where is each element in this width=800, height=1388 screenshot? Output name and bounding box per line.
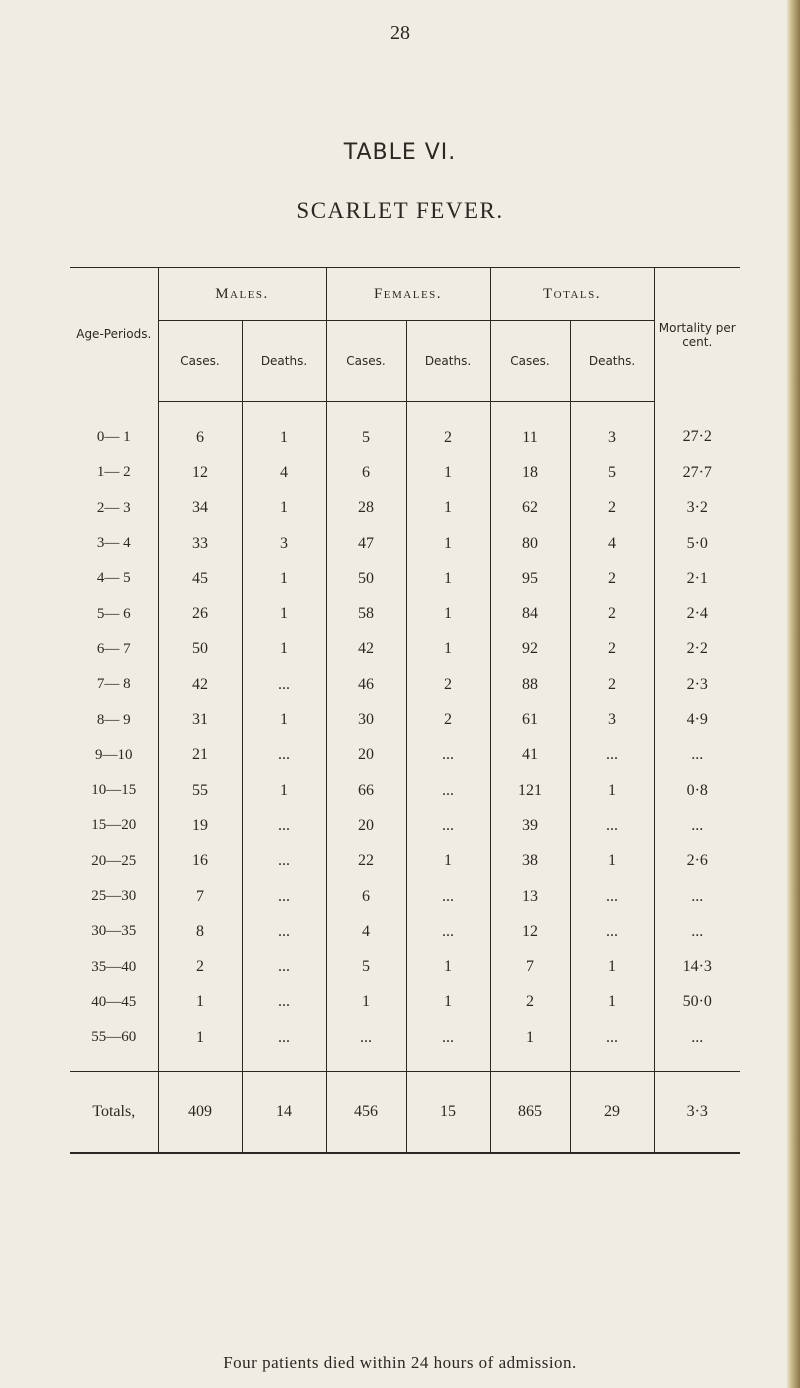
table-row bbox=[70, 455, 740, 490]
totals-cases-cell: 38 bbox=[490, 844, 570, 879]
females-deaths-cell: 1 bbox=[406, 596, 490, 631]
males-deaths-cell: 1 bbox=[242, 491, 326, 526]
totals-cases-cell: 84 bbox=[490, 596, 570, 631]
mortality-cell: ... bbox=[654, 808, 740, 843]
males-deaths-cell: 3 bbox=[242, 526, 326, 561]
females-cases-cell: 1 bbox=[326, 985, 406, 1020]
females-cases-cell: 6 bbox=[326, 455, 406, 490]
table-row bbox=[70, 844, 740, 879]
totals-deaths-cell: 1 bbox=[570, 949, 654, 984]
totals-mortality: 3·3 bbox=[654, 1072, 740, 1154]
page-edge bbox=[786, 0, 800, 1388]
totals-deaths-cell: ... bbox=[570, 914, 654, 949]
totals-all-cases: 865 bbox=[490, 1072, 570, 1154]
mortality-cell: ... bbox=[654, 738, 740, 773]
males-cases-cell: 8 bbox=[158, 914, 242, 949]
mortality-cell: 50·0 bbox=[654, 985, 740, 1020]
males-deaths-cell: ... bbox=[242, 738, 326, 773]
males-deaths-cell: ... bbox=[242, 808, 326, 843]
females-deaths-cell: 2 bbox=[406, 667, 490, 702]
totals-deaths-cell: ... bbox=[570, 1020, 654, 1072]
females-deaths-cell: 1 bbox=[406, 844, 490, 879]
males-cases-cell: 50 bbox=[158, 632, 242, 667]
totals-cases-cell: 13 bbox=[490, 879, 570, 914]
totals-cases-cell: 92 bbox=[490, 632, 570, 667]
totals-deaths-cell: 2 bbox=[570, 596, 654, 631]
females-cases-cell: 22 bbox=[326, 844, 406, 879]
females-cases-cell: 47 bbox=[326, 526, 406, 561]
mortality-cell: 2·2 bbox=[654, 632, 740, 667]
mortality-cell: 5·0 bbox=[654, 526, 740, 561]
age-periods-header: Age-Periods. bbox=[70, 268, 158, 402]
age-cell: 8— 9 bbox=[96, 711, 131, 728]
table-subtitle: SCARLET FEVER. bbox=[296, 198, 504, 223]
totals-deaths-cell: ... bbox=[570, 879, 654, 914]
totals-deaths-cell: 3 bbox=[570, 702, 654, 737]
males-cases-cell: 16 bbox=[158, 844, 242, 879]
table-row bbox=[70, 808, 740, 843]
males-deaths-cell: 1 bbox=[242, 561, 326, 596]
males-cases-cell: 19 bbox=[158, 808, 242, 843]
males-deaths-cell: 1 bbox=[242, 402, 326, 456]
totals-cases-cell: 62 bbox=[490, 491, 570, 526]
females-cases-header: Cases. bbox=[326, 321, 406, 402]
age-cell: 5— 6 bbox=[96, 605, 131, 622]
totals-cases-cell: 39 bbox=[490, 808, 570, 843]
totals-cases-cell: 121 bbox=[490, 773, 570, 808]
age-cell: 9—10 bbox=[95, 746, 133, 763]
scarlet-fever-table bbox=[70, 267, 740, 1154]
footnote: Four patients died within 24 hours of admission. bbox=[223, 1353, 577, 1372]
mortality-cell: 2·3 bbox=[654, 667, 740, 702]
males-cases-cell: 31 bbox=[158, 702, 242, 737]
totals-cases-cell: 80 bbox=[490, 526, 570, 561]
table-row bbox=[70, 702, 740, 737]
totals-cases-cell: 18 bbox=[490, 455, 570, 490]
males-header: Males. bbox=[158, 268, 326, 321]
males-cases-cell: 34 bbox=[158, 491, 242, 526]
females-deaths-cell: ... bbox=[406, 1020, 490, 1072]
table-row bbox=[70, 949, 740, 984]
females-deaths-cell: 1 bbox=[406, 949, 490, 984]
females-cases-cell: 5 bbox=[326, 949, 406, 984]
totals-males-cases: 409 bbox=[158, 1072, 242, 1154]
males-deaths-header: Deaths. bbox=[242, 321, 326, 402]
table-row bbox=[70, 1020, 740, 1072]
totals-deaths-cell: 5 bbox=[570, 455, 654, 490]
totals-header: Totals. bbox=[490, 268, 654, 321]
mortality-cell: 3·2 bbox=[654, 491, 740, 526]
page-number: 28 bbox=[390, 22, 410, 44]
males-cases-cell: 21 bbox=[158, 738, 242, 773]
totals-cases-cell: 88 bbox=[490, 667, 570, 702]
males-deaths-cell: ... bbox=[242, 667, 326, 702]
males-cases-cell: 7 bbox=[158, 879, 242, 914]
table-row bbox=[70, 879, 740, 914]
males-deaths-cell: 1 bbox=[242, 773, 326, 808]
males-deaths-cell: 1 bbox=[242, 702, 326, 737]
totals-cases-cell: 61 bbox=[490, 702, 570, 737]
females-cases-cell: 66 bbox=[326, 773, 406, 808]
females-deaths-cell: ... bbox=[406, 738, 490, 773]
females-cases-cell: 20 bbox=[326, 738, 406, 773]
totals-deaths-cell: ... bbox=[570, 738, 654, 773]
males-cases-cell: 1 bbox=[158, 1020, 242, 1072]
males-cases-cell: 33 bbox=[158, 526, 242, 561]
females-deaths-cell: 1 bbox=[406, 491, 490, 526]
age-cell: 7— 8 bbox=[96, 676, 131, 693]
males-cases-cell: 26 bbox=[158, 596, 242, 631]
table-row bbox=[70, 561, 740, 596]
males-cases-cell: 6 bbox=[158, 402, 242, 456]
females-deaths-cell: ... bbox=[406, 808, 490, 843]
males-deaths-cell: ... bbox=[242, 1020, 326, 1072]
females-cases-cell: 42 bbox=[326, 632, 406, 667]
males-deaths-cell: 4 bbox=[242, 455, 326, 490]
females-deaths-cell: ... bbox=[406, 773, 490, 808]
table-title: TABLE VI. bbox=[343, 140, 457, 165]
females-deaths-cell: 1 bbox=[406, 632, 490, 667]
age-cell: 35—40 bbox=[91, 958, 137, 975]
females-cases-cell: 20 bbox=[326, 808, 406, 843]
males-cases-cell: 2 bbox=[158, 949, 242, 984]
males-deaths-cell: ... bbox=[242, 844, 326, 879]
males-cases-cell: 55 bbox=[158, 773, 242, 808]
females-deaths-cell: 1 bbox=[406, 526, 490, 561]
totals-deaths-cell: 2 bbox=[570, 632, 654, 667]
females-cases-cell: 46 bbox=[326, 667, 406, 702]
table-row bbox=[70, 773, 740, 808]
males-cases-cell: 42 bbox=[158, 667, 242, 702]
age-cell: 2— 3 bbox=[96, 499, 131, 516]
females-cases-cell: 58 bbox=[326, 596, 406, 631]
totals-cases-cell: 41 bbox=[490, 738, 570, 773]
totals-all-deaths: 29 bbox=[570, 1072, 654, 1154]
table-row bbox=[70, 596, 740, 631]
totals-deaths-header: Deaths. bbox=[570, 321, 654, 402]
mortality-cell: 2·6 bbox=[654, 844, 740, 879]
age-cell: 25—30 bbox=[91, 888, 137, 904]
females-deaths-cell: 2 bbox=[406, 402, 490, 456]
males-deaths-cell: 1 bbox=[242, 596, 326, 631]
age-cell: 6— 7 bbox=[96, 640, 131, 657]
females-cases-cell: 5 bbox=[326, 402, 406, 456]
age-cell: 4— 5 bbox=[96, 570, 131, 587]
table-row bbox=[70, 667, 740, 702]
mortality-cell: 0·8 bbox=[654, 773, 740, 808]
females-cases-cell: 28 bbox=[326, 491, 406, 526]
mortality-cell: 2·4 bbox=[654, 596, 740, 631]
males-deaths-cell: ... bbox=[242, 949, 326, 984]
mortality-cell: ... bbox=[654, 879, 740, 914]
females-deaths-cell: 1 bbox=[406, 985, 490, 1020]
totals-cases-cell: 12 bbox=[490, 914, 570, 949]
age-cell: 1— 2 bbox=[96, 464, 131, 481]
totals-cases-cell: 1 bbox=[490, 1020, 570, 1072]
table-row bbox=[70, 738, 740, 773]
totals-females-deaths: 15 bbox=[406, 1072, 490, 1154]
totals-cases-cell: 2 bbox=[490, 985, 570, 1020]
totals-row bbox=[70, 1072, 740, 1154]
females-cases-cell: 6 bbox=[326, 879, 406, 914]
males-deaths-cell: 1 bbox=[242, 632, 326, 667]
females-deaths-cell: ... bbox=[406, 879, 490, 914]
males-cases-header: Cases. bbox=[158, 321, 242, 402]
age-cell: 55—60 bbox=[91, 1029, 137, 1046]
totals-males-deaths: 14 bbox=[242, 1072, 326, 1154]
mortality-cell: 27·2 bbox=[654, 402, 740, 456]
age-cell: 10—15 bbox=[91, 782, 137, 799]
males-cases-cell: 1 bbox=[158, 985, 242, 1020]
age-cell: 0— 1 bbox=[96, 428, 131, 445]
totals-deaths-cell: 3 bbox=[570, 402, 654, 456]
males-deaths-cell: ... bbox=[242, 914, 326, 949]
males-cases-cell: 45 bbox=[158, 561, 242, 596]
totals-cases-header: Cases. bbox=[490, 321, 570, 402]
totals-deaths-cell: 4 bbox=[570, 526, 654, 561]
totals-deaths-cell: ... bbox=[570, 808, 654, 843]
table-row bbox=[70, 914, 740, 949]
totals-cases-cell: 7 bbox=[490, 949, 570, 984]
age-cell: 30—35 bbox=[91, 923, 137, 940]
totals-deaths-cell: 2 bbox=[570, 561, 654, 596]
mortality-cell: 27·7 bbox=[654, 455, 740, 490]
males-deaths-cell: ... bbox=[242, 879, 326, 914]
mortality-cell: 4·9 bbox=[654, 702, 740, 737]
table-row bbox=[70, 402, 740, 456]
totals-deaths-cell: 2 bbox=[570, 667, 654, 702]
age-cell: 40—45 bbox=[91, 993, 137, 1010]
totals-cases-cell: 95 bbox=[490, 561, 570, 596]
mortality-cell: ... bbox=[654, 1020, 740, 1072]
females-deaths-header: Deaths. bbox=[406, 321, 490, 402]
totals-deaths-cell: 2 bbox=[570, 491, 654, 526]
age-cell: 3— 4 bbox=[96, 535, 131, 552]
table-row bbox=[70, 491, 740, 526]
mortality-cell: ... bbox=[654, 914, 740, 949]
females-cases-cell: 30 bbox=[326, 702, 406, 737]
females-cases-cell: ... bbox=[326, 1020, 406, 1072]
mortality-cell: 14·3 bbox=[654, 949, 740, 984]
table-row bbox=[70, 526, 740, 561]
mortality-cell: 2·1 bbox=[654, 561, 740, 596]
totals-females-cases: 456 bbox=[326, 1072, 406, 1154]
totals-deaths-cell: 1 bbox=[570, 773, 654, 808]
table-row bbox=[70, 985, 740, 1020]
females-deaths-cell: ... bbox=[406, 914, 490, 949]
females-cases-cell: 4 bbox=[326, 914, 406, 949]
females-deaths-cell: 2 bbox=[406, 702, 490, 737]
females-header: Females. bbox=[326, 268, 490, 321]
table-body bbox=[70, 402, 740, 1072]
males-deaths-cell: ... bbox=[242, 985, 326, 1020]
age-cell: 20—25 bbox=[91, 852, 137, 869]
females-deaths-cell: 1 bbox=[406, 561, 490, 596]
totals-cases-cell: 11 bbox=[490, 402, 570, 456]
females-cases-cell: 50 bbox=[326, 561, 406, 596]
mortality-header: Mortality per cent. bbox=[654, 268, 740, 402]
males-cases-cell: 12 bbox=[158, 455, 242, 490]
totals-label: Totals, bbox=[70, 1072, 158, 1154]
totals-deaths-cell: 1 bbox=[570, 844, 654, 879]
totals-deaths-cell: 1 bbox=[570, 985, 654, 1020]
females-deaths-cell: 1 bbox=[406, 455, 490, 490]
age-cell: 15—20 bbox=[91, 817, 137, 834]
table-row bbox=[70, 632, 740, 667]
